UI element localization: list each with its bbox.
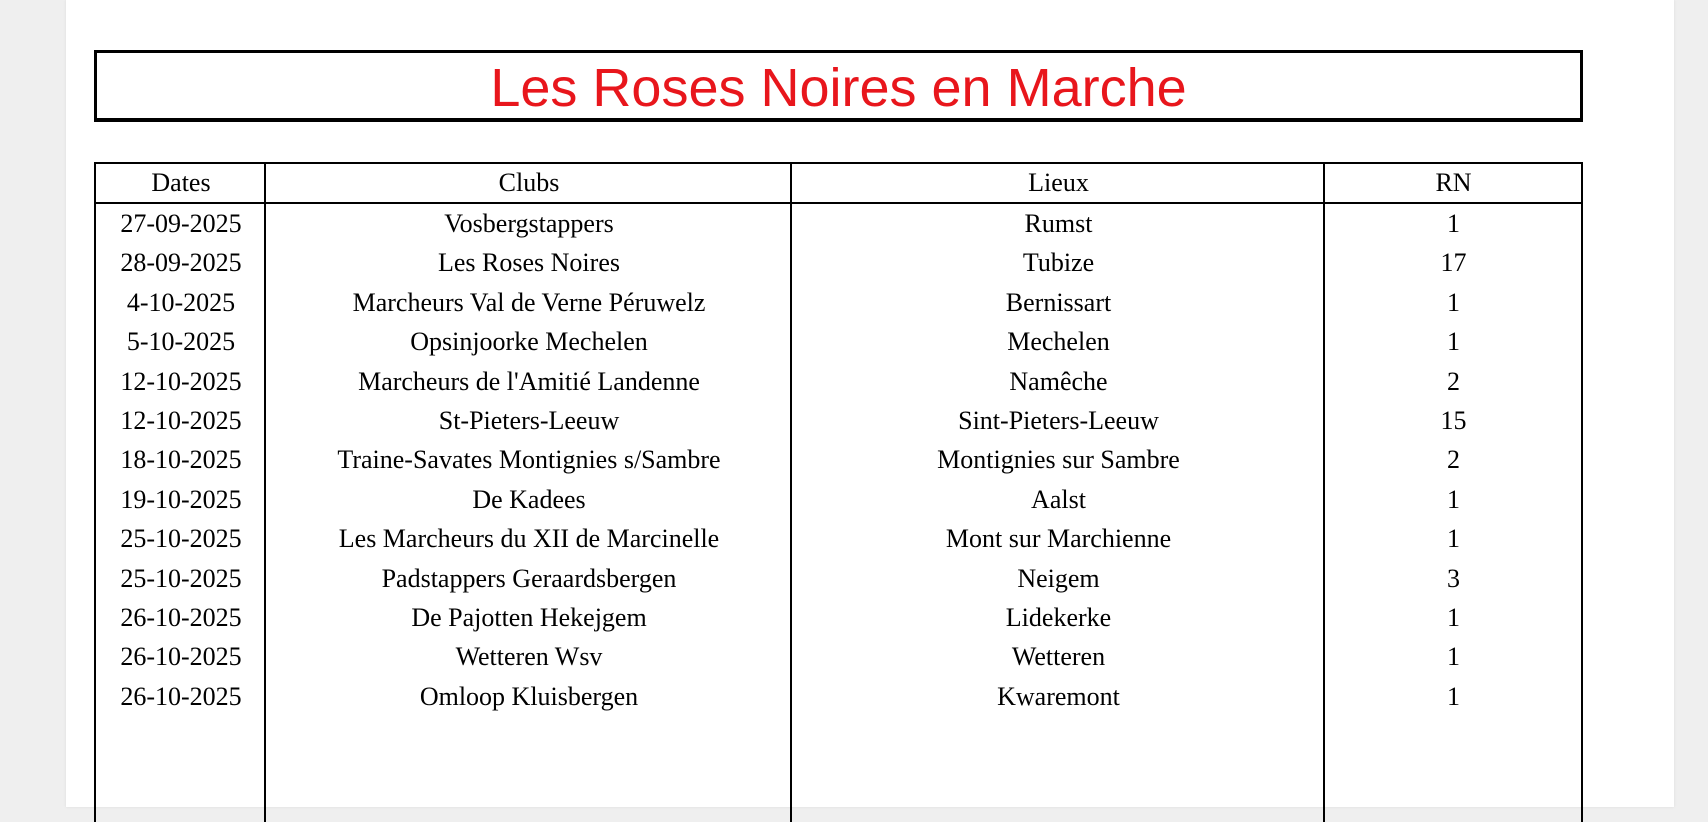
location-cell: Neigem — [1017, 563, 1100, 593]
location-cell: Bernissart — [1005, 287, 1112, 317]
location-cell: Mont sur Marchienne — [945, 524, 1172, 554]
table-row — [96, 283, 1581, 322]
location-cell: Tubize — [1022, 248, 1095, 278]
club-cell: St-Pieters-Leeuw — [438, 405, 620, 435]
club-cell: De Kadees — [472, 484, 586, 514]
header-clubs: Clubs — [498, 168, 560, 197]
table-header-row — [96, 164, 1581, 204]
date-cell: 25-10-2025 — [120, 563, 242, 593]
rn-cell: 15 — [1440, 405, 1467, 435]
title-box — [94, 50, 1583, 122]
table-row — [96, 480, 1581, 519]
club-cell: Les Marcheurs du XII de Marcinelle — [338, 524, 720, 554]
table-row — [96, 598, 1581, 637]
location-cell: Lidekerke — [1005, 602, 1112, 632]
club-cell: Omloop Kluisbergen — [419, 681, 639, 711]
rn-cell: 1 — [1447, 602, 1460, 632]
date-cell: 26-10-2025 — [120, 681, 242, 711]
date-cell: 5-10-2025 — [126, 327, 236, 357]
header-lieux: Lieux — [1028, 168, 1089, 197]
club-cell: Padstappers Geraardsbergen — [381, 563, 677, 593]
rn-cell: 1 — [1447, 327, 1460, 357]
club-cell: Opsinjoorke Mechelen — [410, 327, 648, 357]
rn-cell: 17 — [1440, 248, 1467, 278]
club-cell: Traine-Savates Montignies s/Sambre — [337, 445, 721, 475]
document-page — [66, 0, 1674, 807]
rn-cell: 1 — [1447, 209, 1460, 238]
location-cell: Kwaremont — [997, 681, 1120, 711]
rn-cell: 3 — [1447, 563, 1460, 593]
table-row — [96, 559, 1581, 598]
location-cell: Montignies sur Sambre — [937, 445, 1180, 475]
date-cell: 12-10-2025 — [120, 405, 242, 435]
club-cell: Marcheurs Val de Verne Péruwelz — [352, 287, 706, 317]
date-cell: 18-10-2025 — [120, 445, 242, 475]
table-row — [96, 637, 1581, 676]
header-dates: Dates — [151, 168, 211, 197]
table-body — [96, 204, 1581, 716]
rn-cell: 2 — [1447, 445, 1460, 475]
club-cell: Vosbergstappers — [444, 209, 614, 238]
date-cell: 27-09-2025 — [120, 209, 242, 238]
rn-cell: 1 — [1447, 642, 1460, 672]
table-row — [96, 204, 1581, 243]
location-cell: Mechelen — [1007, 327, 1110, 357]
table-row — [96, 362, 1581, 401]
location-cell: Wetteren — [1011, 642, 1106, 672]
table-row — [96, 677, 1581, 716]
rn-cell: 1 — [1447, 287, 1460, 317]
schedule-table — [94, 162, 1583, 822]
club-cell: Wetteren Wsv — [455, 642, 603, 672]
rn-cell: 2 — [1447, 366, 1460, 396]
rn-cell: 1 — [1447, 484, 1460, 514]
date-cell: 12-10-2025 — [120, 366, 242, 396]
date-cell: 28-09-2025 — [120, 248, 242, 278]
table-row — [96, 519, 1581, 558]
date-cell: 19-10-2025 — [120, 484, 242, 514]
table-row — [96, 440, 1581, 479]
location-cell: Sint-Pieters-Leeuw — [958, 405, 1159, 435]
club-cell: Les Roses Noires — [438, 248, 620, 278]
date-cell: 25-10-2025 — [120, 524, 242, 554]
date-cell: 26-10-2025 — [120, 642, 242, 672]
club-cell: De Pajotten Hekejgem — [411, 602, 647, 632]
table-row — [96, 401, 1581, 440]
table-row — [96, 243, 1581, 282]
location-cell: Rumst — [1024, 209, 1093, 238]
location-cell: Namêche — [1009, 366, 1108, 396]
rn-cell: 1 — [1447, 524, 1460, 554]
header-rn: RN — [1435, 168, 1472, 197]
location-cell: Aalst — [1031, 484, 1086, 514]
date-cell: 4-10-2025 — [126, 287, 236, 317]
rn-cell: 1 — [1447, 681, 1460, 711]
table-row — [96, 322, 1581, 361]
page-title: Les Roses Noires en Marche — [490, 57, 1187, 118]
date-cell: 26-10-2025 — [120, 602, 242, 632]
club-cell: Marcheurs de l'Amitié Landenne — [358, 366, 700, 396]
